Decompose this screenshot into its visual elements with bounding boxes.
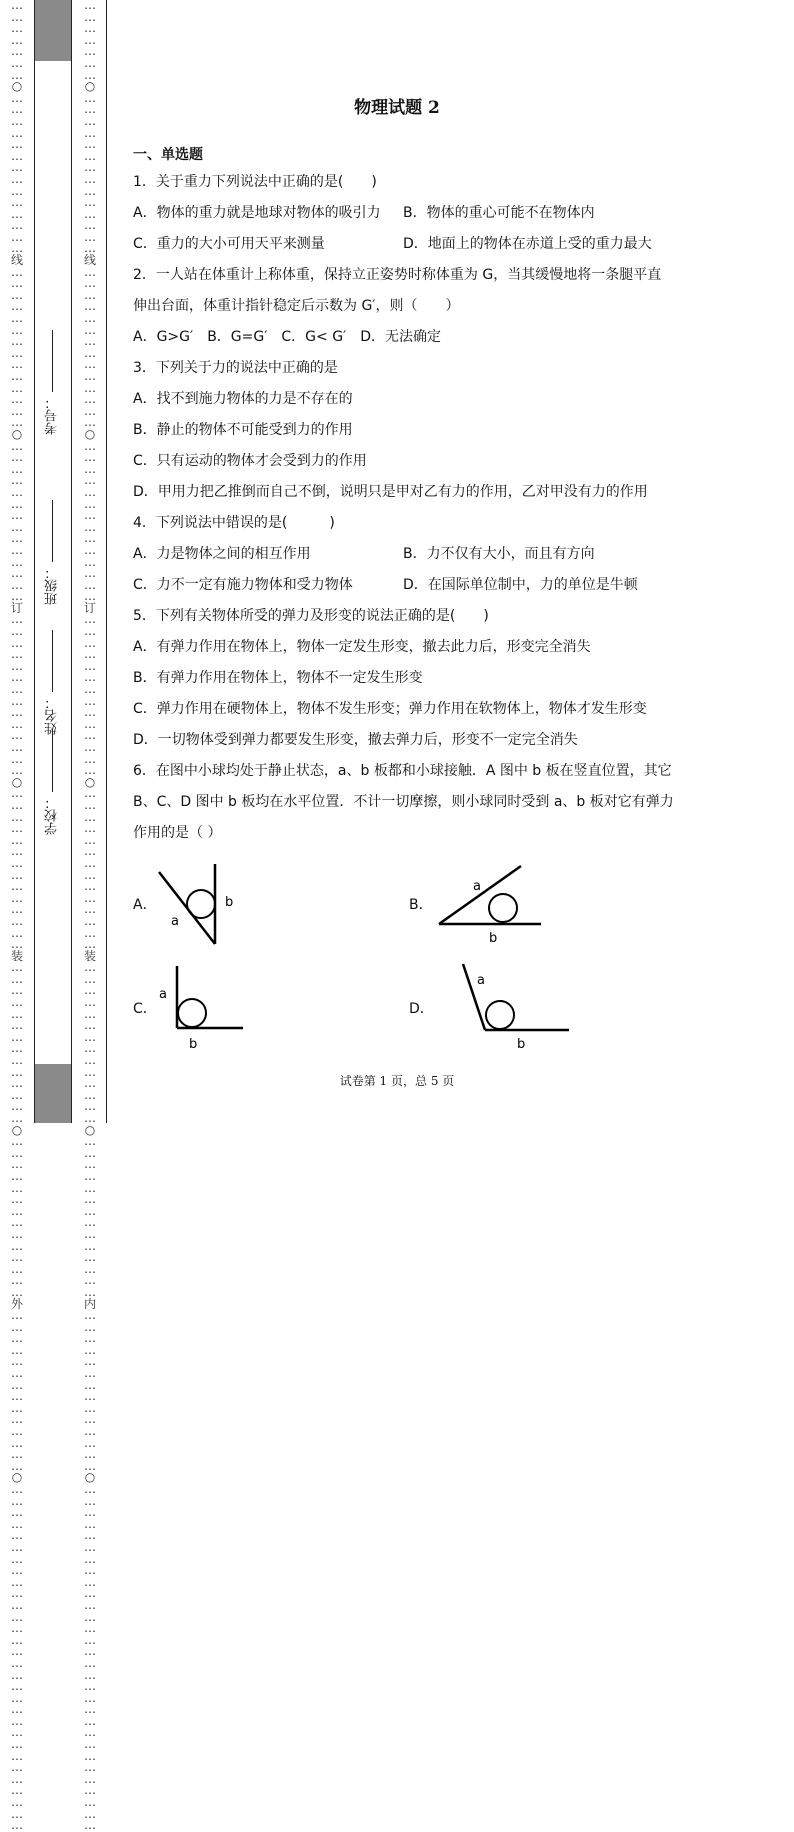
binding-gray-block-top [34, 0, 72, 61]
option: C．弹力作用在硬物体上，物体不发生形变；弹力作用在软物体上，物体才发生形变 [133, 701, 647, 717]
question-6 [133, 756, 673, 849]
option: A．G>G′ [133, 329, 194, 345]
option: D．甲用力把乙推倒而自己不倒，说明只是甲对乙有力的作用，乙对甲没有力的作用 [133, 484, 648, 500]
question-4 [133, 508, 673, 601]
option: A．有弹力作用在物体上，物体一定发生形变，撤去此力后，形变完全消失 [133, 639, 591, 655]
name-label: 姓名： [45, 696, 60, 735]
option-row [133, 570, 673, 601]
seal-mark: ○ [84, 774, 96, 789]
question6-figures [133, 858, 693, 1058]
class-field [46, 500, 60, 605]
outer-seal-line: … … … … … … … ○ … … … … … … … … … … … … … … 线 … … … … … … … … … … … … … … ○ … … … … … … … … … … … … … … 订 … … … … … … … … … … … … … … ○ … … … … … … … … … … … … … … 装 … … … … … … … … … … … … … … ○ … … … … … … … … … … … … … … 外 … … … … … … … … … … … … … … ○ … … … … … … … … … … … … … … … … … … … … … … … … … … … … … … [10, 0, 23, 1832]
seal-mark: ○ [11, 1470, 23, 1485]
student-id-field [46, 330, 60, 435]
seal-mark: 线 [83, 253, 96, 268]
option-row [133, 229, 673, 260]
binding-rule-middle [71, 0, 72, 1123]
option-row [133, 198, 673, 229]
seal-mark: ○ [11, 426, 23, 441]
option: B．力不仅有大小，而且有方向 [403, 546, 595, 562]
binding-rule-outer [34, 0, 35, 1123]
figure-a-diagram [153, 858, 273, 958]
option: C．G< G′ [281, 329, 347, 345]
figure-d-diagram [433, 962, 573, 1058]
student-id-label: 考号： [45, 396, 60, 435]
question-3 [133, 353, 673, 508]
question-stem: 6．在图中小球均处于静止状态，a、b 板都和小球接触．A 图中 b 板在竖直位置，其它 [133, 763, 672, 779]
section-title: 一、单选题 [133, 147, 203, 163]
seal-mark: ○ [84, 1122, 96, 1137]
figure-a-b-label: b [225, 895, 234, 910]
figure-a-a-label: a [171, 914, 179, 929]
option: A．找不到施力物体的力是不存在的 [133, 391, 353, 407]
figure-c-a-label: a [159, 987, 167, 1002]
option: D．地面上的物体在赤道上受的重力最大 [403, 236, 652, 252]
figure-b-diagram [433, 858, 573, 958]
seal-mark: ○ [11, 774, 23, 789]
option-row [133, 322, 673, 353]
figure-d-label: D． [409, 1001, 434, 1017]
seal-mark: 装 [10, 948, 23, 963]
question-stem: 3．下列关于力的说法中正确的是 [133, 360, 338, 376]
school-field [46, 730, 60, 835]
seal-mark: ○ [11, 79, 23, 94]
seal-mark: ○ [84, 79, 96, 94]
question-stem: 4．下列说法中错误的是( ) [133, 515, 335, 531]
option: B．G=G′ [207, 329, 268, 345]
binding-rule-inner [106, 0, 107, 1123]
option: D．一切物体受到弹力都要发生形变，撤去弹力后，形变不一定完全消失 [133, 732, 578, 748]
option: D．无法确定 [360, 329, 442, 345]
figure-b-a-label: a [473, 879, 481, 894]
figure-c-b-label: b [189, 1037, 198, 1052]
question-5 [133, 601, 673, 756]
question-2 [133, 260, 673, 353]
seal-mark: ○ [84, 1470, 96, 1485]
figure-d-ball [486, 1001, 514, 1029]
option: B．物体的重心可能不在物体内 [403, 205, 595, 221]
option: D．在国际单位制中，力的单位是牛顿 [403, 577, 638, 593]
question-stem: 作用的是（ ） [133, 825, 222, 841]
option: B．静止的物体不可能受到力的作用 [133, 422, 353, 438]
question-1 [133, 167, 673, 260]
seal-mark: 线 [10, 253, 23, 268]
figure-d-a-label: a [477, 973, 485, 988]
figure-c-diagram [155, 962, 275, 1058]
option: B．有弹力作用在物体上，物体不一定发生形变 [133, 670, 423, 686]
seal-mark: 装 [83, 948, 96, 963]
figure-a-ball [187, 890, 215, 918]
seal-mark: ○ [84, 426, 96, 441]
seal-mark: 外 [10, 1296, 23, 1311]
question-stem: 5．下列有关物体所受的弹力及形变的说法正确的是( ) [133, 608, 489, 624]
page-title: 物理试题 2 [354, 98, 440, 118]
option: A．物体的重力就是地球对物体的吸引力 [133, 205, 381, 221]
page-footer: 试卷第 1 页，总 5 页 [339, 1074, 455, 1088]
class-label: 班级： [45, 566, 60, 605]
seal-mark: 订 [83, 600, 96, 615]
option: A．力是物体之间的相互作用 [133, 546, 311, 562]
school-label: 学校： [45, 796, 60, 835]
figure-c-label: C． [133, 1001, 157, 1017]
inner-seal-line: … … … … … … … ○ … … … … … … … … … … … … … … 线 … … … … … … … … … … … … … … ○ … … … … … … … … … … … … … … 订 … … … … … … … … … … … … … … ○ … … … … … … … … … … … … … … 装 … … … … … … … … … … … … … … ○ … … … … … … … … … … … … … … 内 … … … … … … … … … … … … … … ○ … … … … … … … … … … … … … … … … … … … … … … … … … … … … … … [83, 0, 96, 1832]
question-list [133, 144, 673, 849]
option: C．只有运动的物体才会受到力的作用 [133, 453, 367, 469]
question-stem: 伸出台面，体重计指针稳定后示数为 G′，则（ ） [133, 298, 460, 314]
question-stem: 2．一人站在体重计上称体重，保持立正姿势时称体重为 G，当其缓慢地将一条腿平直 [133, 267, 662, 283]
seal-mark: ○ [11, 1122, 23, 1137]
figure-b-label: B． [409, 897, 433, 913]
name-field [46, 630, 60, 735]
seal-mark: 内 [83, 1296, 96, 1311]
figure-a-label: A． [133, 897, 157, 913]
option: C．力不一定有施力物体和受力物体 [133, 577, 353, 593]
seal-mark: 订 [10, 600, 23, 615]
question-stem: 1．关于重力下列说法中正确的是( ) [133, 174, 377, 190]
option-row [133, 539, 673, 570]
figure-b-b-label: b [489, 931, 498, 946]
figure-c-ball [178, 999, 206, 1027]
question-stem: B、C、D 图中 b 板均在水平位置．不计一切摩擦，则小球同时受到 a、b 板对它有弹力 [133, 794, 674, 810]
option: C．重力的大小可用天平来测量 [133, 236, 325, 252]
figure-b-ball [489, 894, 517, 922]
figure-d-b-label: b [517, 1037, 526, 1052]
